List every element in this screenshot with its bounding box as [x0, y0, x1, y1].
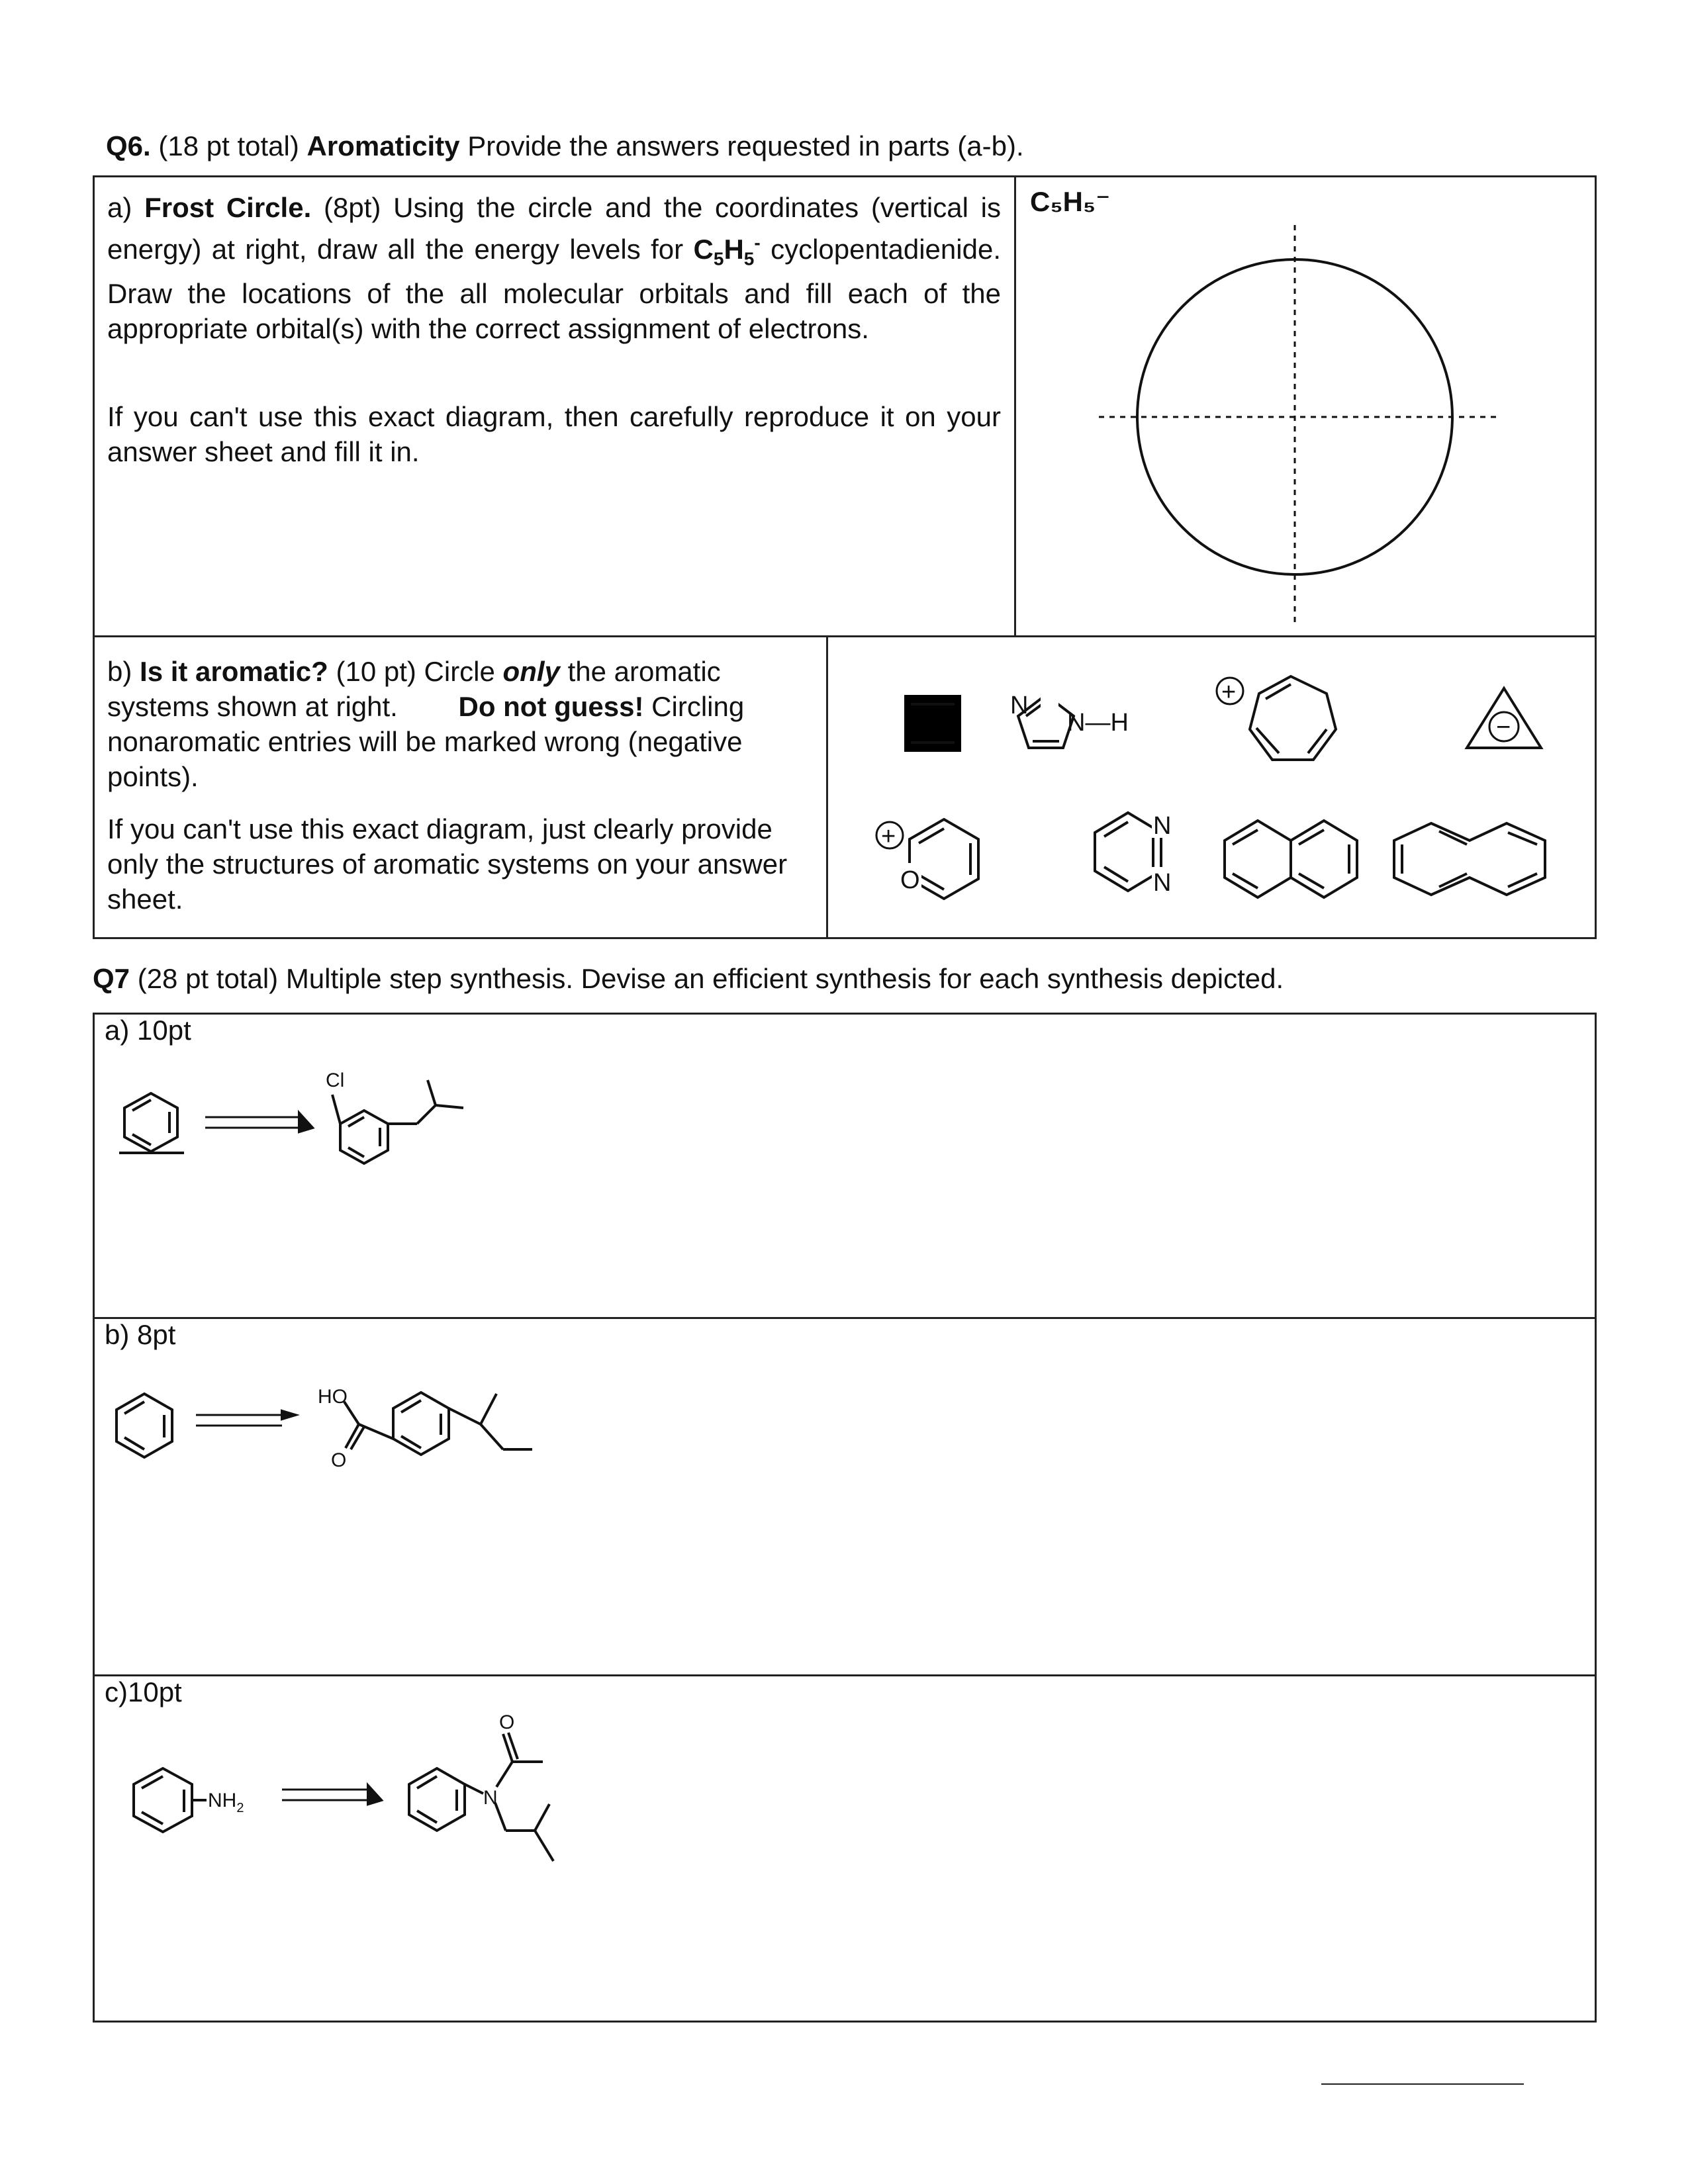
pyrimidine-n3-atom: N [1153, 869, 1172, 897]
q6a-column-divider [1014, 175, 1016, 636]
imidazole-nh-group: N—H [1067, 709, 1129, 737]
q6a-formula: $C_5H_5^-$ [693, 232, 761, 269]
q7a-reaction-scheme [106, 1039, 503, 1158]
q7a-cl-atom: Cl [326, 1069, 345, 1091]
imidazole-n-atom: N [1010, 692, 1029, 719]
svg-text:█: █ [1041, 690, 1058, 717]
q6-number: Q6. [106, 130, 151, 161]
q6a-body-2: cyclopentadienide. Draw the locations of the all molecular orbitals and fill each of the appropriate orbital(s) with the correct assignment of electrons. [107, 234, 1001, 345]
annulene-structure [1394, 823, 1545, 895]
naphthalene-structure [1225, 821, 1357, 897]
tropylium-structure [1217, 676, 1336, 760]
q6-row-divider [93, 635, 1597, 637]
q7-heading [93, 961, 1284, 996]
q7c-product [409, 1711, 553, 1861]
q7a-multistep-arrow [205, 1113, 312, 1132]
pyrylium-structure [876, 819, 978, 899]
q7-number: Q7 [93, 963, 130, 994]
q7b-reaction-scheme [106, 1350, 569, 1482]
q7-row-divider-1 [93, 1317, 1597, 1319]
q7c-n-atom: N [483, 1787, 498, 1809]
pyrimidine-n1-atom: N [1153, 812, 1172, 840]
cyclopropenyl-charge: − [1496, 713, 1511, 741]
q7c-o-atom: O [499, 1711, 515, 1733]
q6b-column-divider [826, 635, 828, 938]
cyclopropenyl-anion-structure [1467, 688, 1541, 748]
q7c-nh2-group: $NH_2$ [208, 1790, 244, 1815]
score-line [1321, 2083, 1524, 2085]
q7-instructions: (28 pt total) Multiple step synthesis. Devise an efficient synthesis for each synthesis depicted. [137, 963, 1284, 994]
q7b-product [318, 1386, 532, 1471]
q6b-warning: Do not guess! [458, 691, 644, 722]
pyrylium-o-atom: O [900, 866, 920, 894]
pyrylium-charge: + [881, 823, 896, 850]
frost-diagram-label: C₅H₅⁻ [1030, 186, 1111, 217]
q7c-reaction-scheme [106, 1694, 622, 1846]
q6b-text: b) Is it aromatic? (10 pt) Circle only the aromatic systems shown at right. Do not guess! Circling nonaromatic entries will be marked wrong (negative points). [107, 656, 745, 792]
q7c-aniline-start [134, 1768, 244, 1832]
q6b-points: (10 pt) [336, 656, 416, 687]
q6a-body-1: Using the circle and the coordinates (vertical is energy) at right, draw all the energy levels for [107, 192, 1002, 265]
q6-points: (18 pt total) [158, 130, 299, 161]
q7b-label: b) 8pt [105, 1319, 176, 1350]
q7b-multistep-arrow [196, 1411, 295, 1426]
q7b-benzene-start [117, 1394, 172, 1457]
q6a-text [107, 190, 1001, 346]
pyrimidine-structure [1095, 811, 1174, 897]
cyclobutadiene-structure [904, 695, 961, 752]
q6b-title: Is it aromatic? [140, 656, 328, 687]
q7a-benzene-start [119, 1093, 184, 1153]
q7c-multistep-arrow [282, 1786, 381, 1804]
q7b-ho-group: HO [318, 1386, 348, 1408]
q6-topic: Aromaticity [306, 130, 460, 161]
q6a-label: a) [107, 192, 132, 223]
q7-table [93, 1013, 1597, 2023]
imidazole-structure [1010, 688, 1129, 748]
q7b-o-atom: O [331, 1449, 347, 1471]
q6a-points: (8pt) [324, 192, 381, 223]
tropylium-charge: + [1221, 678, 1237, 706]
q7a-product [326, 1069, 463, 1163]
q6b-only-emphasis: only [502, 656, 560, 687]
q6b-label: b) [107, 656, 132, 687]
q7a-label: a) 10pt [105, 1015, 191, 1046]
q6a-note: If you can't use this exact diagram, then carefully reproduce it on your answer sheet and fill it in. [107, 401, 1001, 467]
q7c-label: c)10pt [105, 1676, 182, 1707]
q7-row-divider-2 [93, 1674, 1597, 1676]
q6b-note: If you can't use this exact diagram, just clearly provide only the structures of aromatic systems on your answer sheet. [107, 813, 788, 915]
q6-instructions: Provide the answers requested in parts (a-b). [467, 130, 1024, 161]
frost-circle-diagram [1019, 199, 1589, 635]
q6a-title: Frost Circle. [144, 192, 312, 223]
aromaticity-structures [834, 642, 1595, 936]
q6-heading [106, 128, 1024, 163]
